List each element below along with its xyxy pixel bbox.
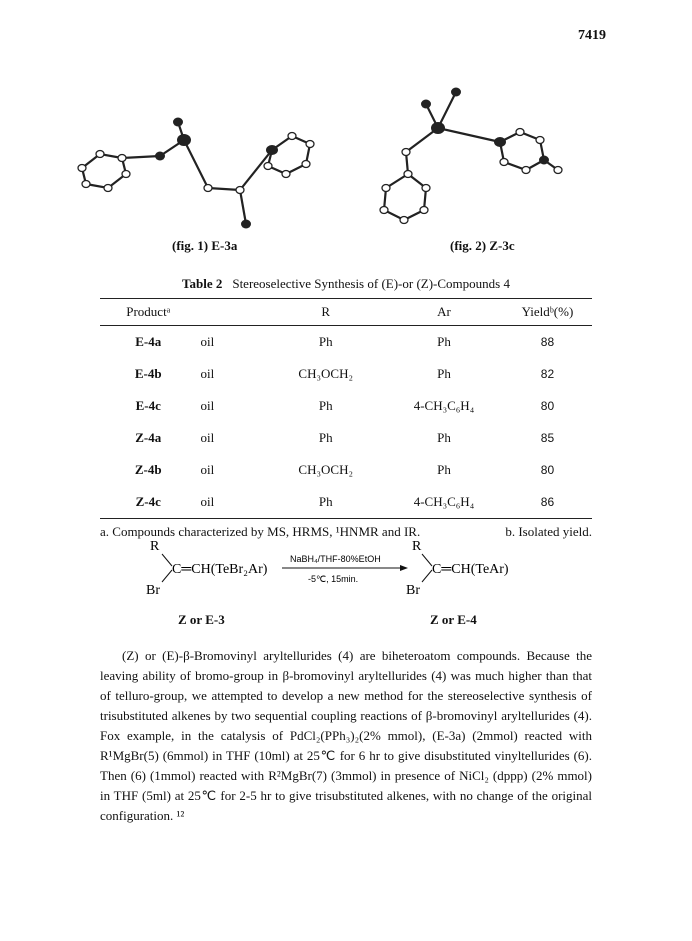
cell-yield: 80 (540, 463, 555, 477)
cell-r: Ph (318, 430, 333, 445)
cell-ar: Ph (437, 334, 451, 349)
cell-ar: 4-CH₃C₆H₄ (413, 398, 475, 413)
header-r: R (321, 304, 331, 319)
cell-state: oil (200, 334, 215, 349)
cell-yield: 86 (540, 495, 555, 509)
scheme-label-right: Z or E-4 (430, 612, 477, 627)
cell-state: oil (200, 494, 215, 509)
scheme-br-left: Br (146, 583, 160, 598)
header-product: Productᵃ (126, 304, 171, 319)
cell-product: Z-4c (135, 494, 161, 509)
table-row (100, 358, 592, 390)
scheme-br-right: Br (406, 583, 420, 598)
figure-2-caption: (fig. 2) Z-3c (450, 238, 515, 253)
cell-product: E-4c (135, 398, 161, 413)
footnote-b: b. Isolated yield. (505, 524, 592, 539)
table-row (100, 454, 592, 486)
scheme-r-right: R (412, 539, 422, 554)
cell-ar: Ph (437, 462, 451, 477)
reaction-scheme-drawing (100, 532, 600, 612)
scheme-label-left: Z or E-3 (178, 612, 225, 627)
table-body (100, 326, 592, 519)
cell-product: E-4a (135, 334, 162, 349)
reaction-scheme (100, 532, 600, 642)
figures-area (60, 70, 620, 260)
body-paragraph: (Z) or (E)-β-Bromovinyl aryltellurides (4) are biheteroatom compounds. Because the leaving ability of bromo-group in β-bromovinyl aryltellurides (4) was much higher than that of telluro-group, we attempted to develop a new method for the stereoselective synthesis of trisubstituted alkenes by two sequential coupling reactions of β-bromovinyl aryltellurides (4). Fox example, in the catalysis of PdCl₂(PPh₃)₂(2% mmol), (E-3a) (2mmol) reacted with R¹MgBr(5) (6mmol) in THF (10ml) at 25℃ for 6 hr to give disubstituted vinyltellurides (6). Then (6) (1mmol) reacted with R²MgBr(7) (3mmol) in presence of NiCl₂ (dppp) (2% mmol) in THF (5ml) at 25℃ for 2-5 hr to give trisubstituted alkenes, with no change of the original configuration. ¹² (100, 648, 592, 823)
cell-product: Z-4a (135, 430, 162, 445)
scheme-r-left: R (150, 539, 160, 554)
results-table (100, 298, 592, 519)
table-row (100, 422, 592, 454)
cell-state: oil (200, 366, 215, 381)
header-ar: Ar (437, 304, 451, 319)
header-yield: Yieldᵇ(%) (521, 304, 574, 319)
table-caption-text: Stereoselective Synthesis of (E)-or (Z)-Compounds 4 (232, 276, 510, 291)
scheme-reactant: C═CH(TeBr₂Ar) (172, 562, 268, 577)
cell-yield: 80 (540, 399, 555, 413)
crystal-structure-z3c (340, 70, 620, 235)
cell-ar: Ph (437, 430, 451, 445)
cell-state: oil (200, 430, 215, 445)
header-state (197, 299, 267, 326)
cell-ar: Ph (437, 366, 451, 381)
scheme-condition: -5℃, 15min. (308, 574, 359, 584)
cell-r: CH₃OCH₂ (298, 462, 353, 477)
page-number: 7419 (578, 28, 606, 43)
cell-r: Ph (318, 494, 333, 509)
cell-product: Z-4b (134, 462, 162, 477)
scheme-product: C═CH(TeAr) (432, 562, 509, 577)
body-text (100, 646, 592, 826)
cell-ar: 4-CH₃C₆H₄ (413, 494, 475, 509)
cell-product: E-4b (134, 366, 162, 381)
scheme-reagent: NaBH₄/THF-80%EtOH (290, 554, 381, 564)
cell-yield: 85 (540, 431, 555, 445)
table-row (100, 390, 592, 422)
cell-yield: 82 (540, 367, 555, 381)
figure-1-caption: (fig. 1) E-3a (172, 238, 238, 253)
cell-r: CH₃OCH₂ (298, 366, 353, 381)
cell-yield: 88 (540, 335, 555, 349)
cell-r: Ph (318, 398, 333, 413)
cell-r: Ph (318, 334, 333, 349)
table-caption (100, 276, 592, 292)
cell-state: oil (200, 462, 215, 477)
table-row (100, 326, 592, 359)
table-row (100, 486, 592, 519)
table-2 (100, 276, 592, 540)
crystal-structure-e3a (60, 70, 340, 235)
cell-state: oil (200, 398, 215, 413)
table-caption-label: Table 2 (182, 276, 223, 291)
table-header-row (100, 299, 592, 326)
footnote-a: a. Compounds characterized by MS, HRMS, ¹HNMR and IR. (100, 524, 421, 539)
